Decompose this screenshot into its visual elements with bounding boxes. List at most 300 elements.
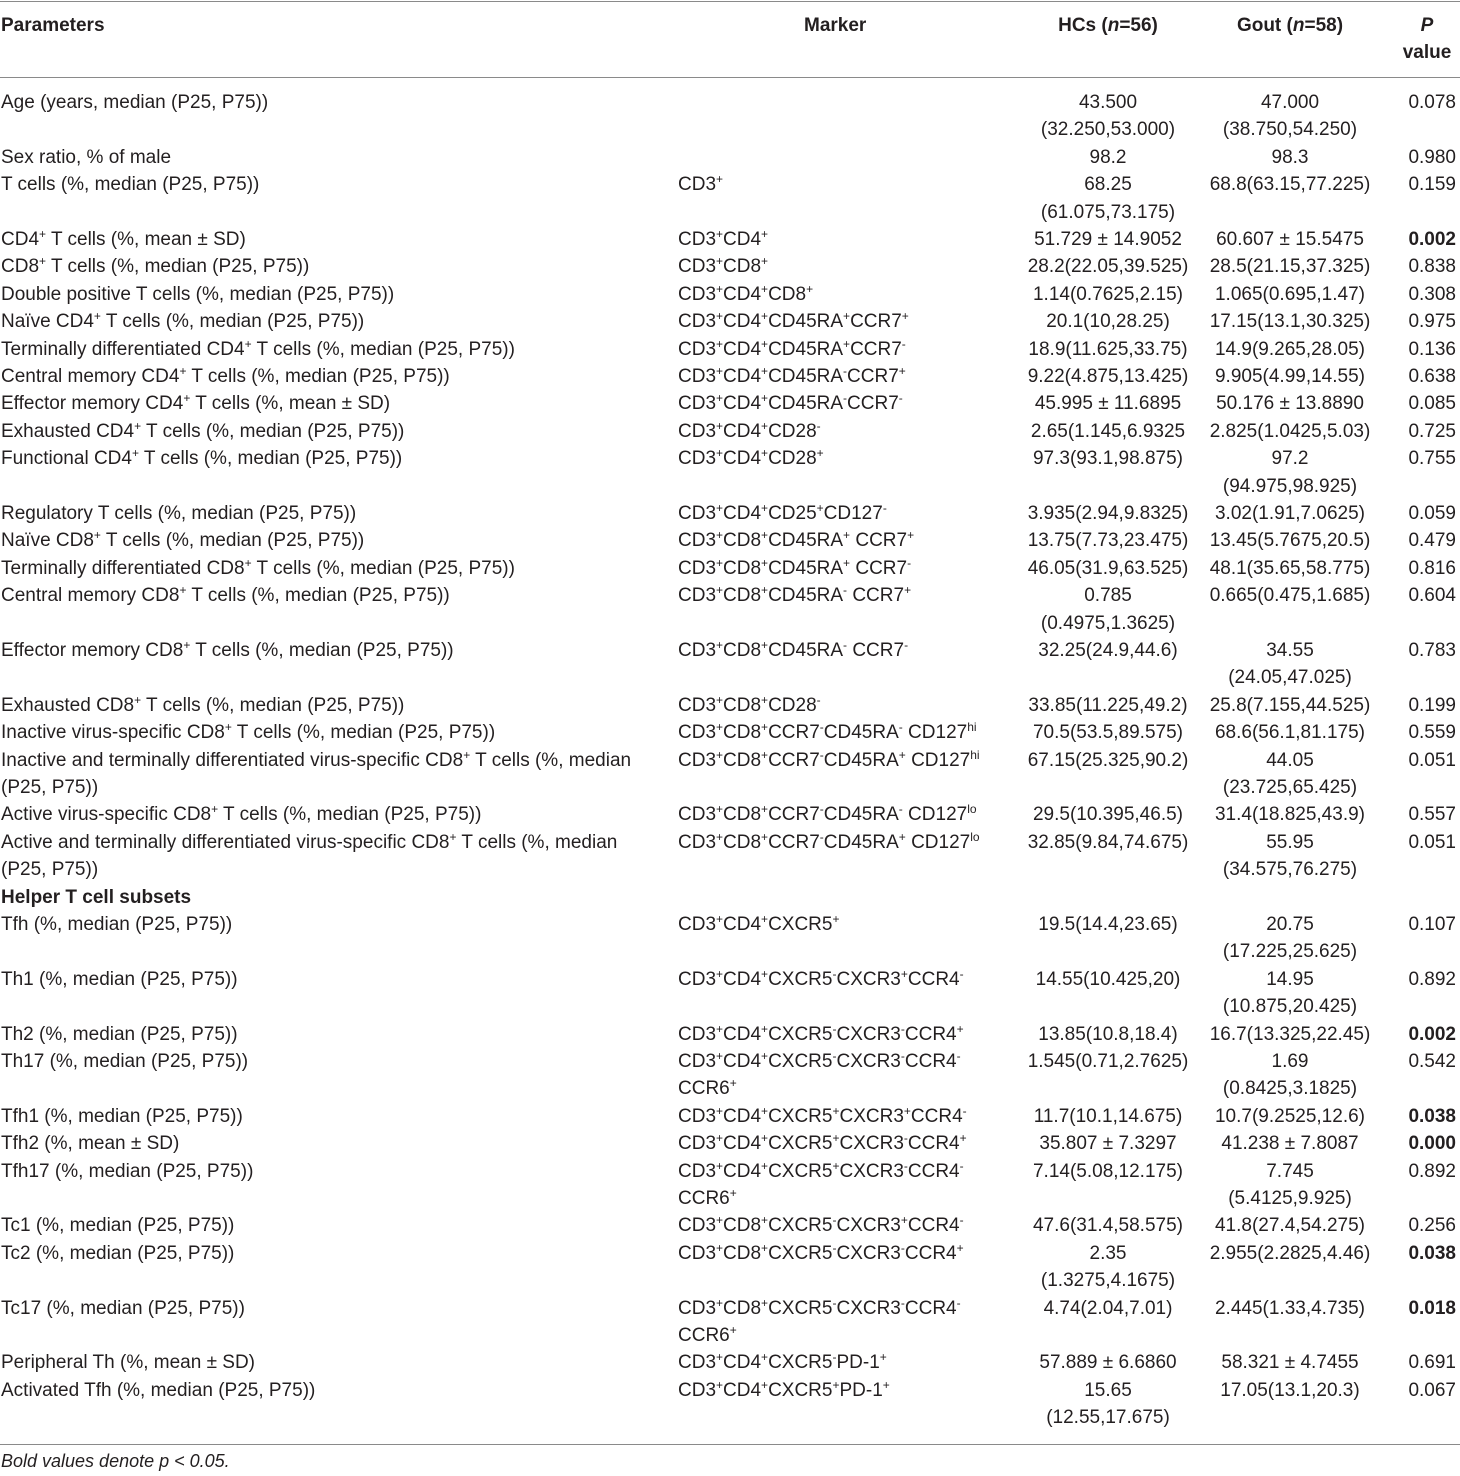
parameter-cell <box>1 500 661 527</box>
table-row <box>0 1240 1460 1295</box>
table-row <box>0 911 1460 966</box>
section-row <box>0 884 1460 911</box>
superscript: - <box>900 1240 905 1255</box>
text-segment: CD8 <box>723 557 762 579</box>
parameter-cell <box>1 1377 661 1404</box>
text-segment: CD127 <box>823 503 883 524</box>
table-row <box>0 1212 1460 1239</box>
hcs-cell <box>1020 253 1196 280</box>
text-segment: Central memory CD8 <box>1 585 180 607</box>
superscript: + <box>761 747 769 762</box>
superscript: + <box>716 1213 724 1228</box>
hcs-cell <box>1020 1240 1196 1295</box>
text-segment: CD8 <box>1 256 40 278</box>
cell-line: 46.05(31.9,63.525) <box>1027 557 1189 579</box>
superscript: + <box>716 829 724 844</box>
superscript: + <box>761 227 769 241</box>
marker-cell <box>678 555 1018 582</box>
text-segment: CD3 <box>678 229 717 250</box>
text-segment: CD3 <box>678 1133 717 1155</box>
superscript: + <box>131 446 139 461</box>
parameter-cell <box>1 390 661 417</box>
parameter-cell <box>1 226 661 253</box>
table-row <box>0 555 1460 582</box>
superscript: - <box>898 720 903 735</box>
cell-line: 33.85(11.225,49.2) <box>1028 694 1188 716</box>
cell-line: 9.905(4.99,14.55) <box>1214 366 1365 387</box>
marker-cell <box>678 801 1018 828</box>
superscript: + <box>900 966 908 981</box>
cell-line: 45.995 ± 11.6895 <box>1034 393 1182 415</box>
superscript: + <box>463 747 471 762</box>
text-segment: Naïve CD8 <box>1 530 94 552</box>
superscript: + <box>716 1131 724 1146</box>
cell-line: 98.2 <box>1089 146 1127 168</box>
gout-cell <box>1198 89 1382 144</box>
parameter-cell <box>1 801 661 828</box>
p-value-cell: 0.018 <box>1408 1297 1456 1319</box>
hcs-cell <box>1020 226 1196 253</box>
text-segment: CXCR5 <box>768 1160 833 1182</box>
text-segment: CD3 <box>678 1215 717 1237</box>
text-segment: CD45RA <box>823 831 899 853</box>
text-segment: CD3 <box>678 311 717 333</box>
text-segment: CD45RA <box>768 338 844 360</box>
superscript: + <box>179 583 187 598</box>
table-row <box>0 1295 1460 1350</box>
cell-line: 55.95 <box>1266 831 1314 853</box>
table-row <box>0 418 1460 445</box>
cell-line: (34.575,76.275) <box>1222 859 1358 881</box>
parameter-cell <box>1 582 661 609</box>
p-value-cell: 0.755 <box>1408 448 1456 470</box>
marker-cell <box>678 171 1018 198</box>
cell-line: 32.25(24.9,44.6) <box>1038 640 1178 661</box>
text-segment: CCR4 <box>904 1242 957 1264</box>
gout-cell <box>1198 829 1382 884</box>
text-segment: Inactive and terminally differentiated virus-specific CD8 <box>1 749 464 771</box>
cell-line: 0.665(0.475,1.685) <box>1209 585 1371 607</box>
superscript: - <box>816 418 821 433</box>
text-segment: T cells (%, median (P25, P75)) <box>186 585 450 607</box>
marker-cell <box>678 1103 1018 1130</box>
parameter-cell <box>1 637 661 664</box>
text-segment: CCR4 <box>904 1023 957 1045</box>
superscript: - <box>832 1240 837 1255</box>
cell-line: 2.825(1.0425,5.03) <box>1209 420 1371 442</box>
superscript: + <box>832 912 840 926</box>
text-segment: CD3 <box>678 557 717 579</box>
superscript: + <box>449 829 457 844</box>
hcs-cell <box>1020 418 1196 445</box>
superscript: + <box>761 912 769 926</box>
text-segment: CCR7 <box>850 338 902 360</box>
cell-line: 97.3(93.1,98.875) <box>1032 448 1183 470</box>
superscript: - <box>901 336 906 351</box>
text-segment: CD3 <box>678 503 717 524</box>
cell-line: (23.725,65.425) <box>1222 777 1358 798</box>
text-segment: CXCR5 <box>768 1133 833 1155</box>
superscript: + <box>716 692 724 707</box>
gout-cell <box>1198 171 1382 198</box>
superscript: + <box>716 583 724 598</box>
text-segment: CD3 <box>678 1160 717 1182</box>
p-value-cell: 0.783 <box>1408 640 1456 661</box>
text-segment: CD8 <box>723 256 762 278</box>
table-row <box>0 1377 1460 1432</box>
cell-line: 97.2 <box>1271 448 1309 470</box>
text-segment: CCR4 <box>907 1133 960 1155</box>
superscript: + <box>716 1350 724 1365</box>
cell-line: (94.975,98.925) <box>1222 475 1358 497</box>
superscript: + <box>761 555 769 570</box>
text-segment: CD3 <box>678 749 717 771</box>
text-segment: CD3 <box>678 283 717 305</box>
text-segment: CXCR5 <box>768 1105 833 1127</box>
cell-line: 68.6(56.1,81.175) <box>1214 722 1365 744</box>
text-segment: CCR7 <box>847 366 899 387</box>
text-segment: CD3 <box>678 1297 717 1319</box>
table-row <box>0 281 1460 308</box>
text-segment: Age (years, median (P25, P75)) <box>1 92 269 113</box>
text-segment: CD4 <box>723 366 762 387</box>
cell-line: 17.15(13.1,30.325) <box>1209 311 1371 333</box>
parameter-cell <box>1 1295 661 1322</box>
text-segment: CD4 <box>723 503 762 524</box>
marker-cell <box>678 1240 1018 1267</box>
marker-cell <box>678 226 1018 253</box>
text-segment: CCR4 <box>910 1105 963 1127</box>
superscript: - <box>832 1350 837 1365</box>
p-value-cell: 0.691 <box>1408 1352 1456 1374</box>
cell-line: 2.35 <box>1089 1242 1127 1264</box>
parameter-cell <box>1 1103 661 1130</box>
text-segment: CD3 <box>678 338 717 360</box>
hcs-cell <box>1020 527 1196 554</box>
p-value-cell: 0.159 <box>1408 174 1456 196</box>
p-value-cell: 0.000 <box>1408 1133 1456 1155</box>
cell-line: 28.5(21.15,37.325) <box>1209 256 1371 278</box>
superscript: + <box>716 172 724 187</box>
text-segment: CD45RA <box>823 722 899 744</box>
text-segment: T cells (%, median (P25, P75)) <box>141 420 405 442</box>
marker-cell <box>678 692 1018 719</box>
text-segment: CD28 <box>768 694 817 716</box>
superscript: + <box>716 1377 724 1392</box>
text-segment: CD4 <box>723 968 762 990</box>
text-segment: CXCR5 <box>768 914 833 935</box>
parameter-cell <box>1 692 661 719</box>
text-segment: CD3 <box>678 831 717 853</box>
text-segment: Tfh2 (%, mean ± SD) <box>1 1133 180 1155</box>
parameter-cell <box>1 1158 661 1185</box>
parameter-cell <box>1 308 661 335</box>
table-row <box>0 336 1460 363</box>
gout-cell <box>1198 1349 1382 1376</box>
table-row <box>0 801 1460 828</box>
table-row <box>0 89 1460 144</box>
superscript: + <box>843 528 851 543</box>
parameter-cell <box>1 829 661 884</box>
superscript: + <box>761 692 769 707</box>
superscript: - <box>956 1295 961 1310</box>
cell-line: 68.8(63.15,77.225) <box>1209 174 1371 196</box>
text-segment: CD4 <box>723 338 762 360</box>
superscript: + <box>716 912 724 926</box>
text-segment: CD45RA <box>768 311 844 333</box>
table-row <box>0 747 1460 802</box>
text-segment: CD127 <box>905 749 971 771</box>
text-segment: T cells (%, median (P25, P75)) <box>100 530 365 552</box>
gout-cell <box>1198 1103 1382 1130</box>
hcs-cell <box>1020 1021 1196 1048</box>
superscript: + <box>716 638 724 652</box>
superscript: + <box>898 747 906 762</box>
cell-line: 3.02(1.91,7.0625) <box>1214 503 1365 524</box>
text-segment: CD4 <box>723 229 762 250</box>
text-segment: CCR7 <box>850 530 908 552</box>
cell-line: 2.955(2.2825,4.46) <box>1209 1242 1371 1264</box>
gout-cell <box>1198 1377 1382 1404</box>
gout-cell <box>1198 1295 1382 1322</box>
hcs-cell <box>1020 445 1196 472</box>
text-segment: Double positive T cells (%, median (P25, P75)) <box>1 283 395 305</box>
text-segment: T cells (%, median (P25, P75)) <box>231 722 496 744</box>
marker-cell <box>678 966 1018 993</box>
gout-cell <box>1198 226 1382 253</box>
gout-cell <box>1198 719 1382 746</box>
text-segment: CCR4 <box>904 1051 957 1072</box>
text-segment: CD8 <box>723 585 762 607</box>
text-segment: CD45RA <box>768 530 844 552</box>
superscript: + <box>716 1240 724 1255</box>
text-segment: T cells (%, median (P25, P75)) <box>251 338 515 360</box>
table-row <box>0 1048 1460 1103</box>
text-segment: CXCR5 <box>768 1051 833 1072</box>
text-segment: Terminally differentiated CD8 <box>1 557 245 579</box>
cell-line: (17.225,25.625) <box>1222 941 1358 963</box>
gout-cell <box>1198 527 1382 554</box>
p-value-cell: 0.892 <box>1408 968 1456 990</box>
cell-line: 29.5(10.395,46.5) <box>1032 804 1183 826</box>
gout-cell <box>1198 692 1382 719</box>
table-row <box>0 171 1460 226</box>
superscript: + <box>716 254 724 269</box>
parameter-cell <box>1 1349 661 1376</box>
parameter-cell <box>1 418 661 445</box>
text-segment: CD4 <box>723 311 762 333</box>
table-row <box>0 500 1460 527</box>
text-segment: CCR4 <box>907 968 960 990</box>
hcs-cell <box>1020 1048 1196 1075</box>
superscript: + <box>716 528 724 543</box>
text-segment: CD3 <box>678 1051 717 1072</box>
text-segment: Tfh (%, median (P25, P75)) <box>1 914 233 935</box>
parameter-cell <box>1 555 661 582</box>
header-parameters: Parameters <box>1 15 105 36</box>
hcs-cell <box>1020 1295 1196 1322</box>
gout-cell <box>1198 418 1382 445</box>
table-row <box>0 1158 1460 1213</box>
table-row <box>0 390 1460 417</box>
cell-line: 13.45(5.7675,20.5) <box>1209 530 1371 552</box>
gout-cell <box>1198 1158 1382 1213</box>
superscript: - <box>900 1049 905 1063</box>
text-segment: CD4 <box>723 1379 762 1401</box>
superscript: + <box>729 1323 737 1337</box>
marker-cell <box>678 1295 1018 1350</box>
superscript: + <box>716 802 724 817</box>
text-segment: CD3 <box>678 640 717 661</box>
text-segment: CD3 <box>678 722 717 744</box>
table-row <box>0 582 1460 637</box>
p-value-cell: 0.604 <box>1408 585 1456 607</box>
parameter-cell <box>1 281 661 308</box>
text-segment: CD45RA <box>768 585 844 607</box>
superscript: - <box>819 747 824 762</box>
superscript: + <box>761 966 769 981</box>
parameter-cell <box>1 966 661 993</box>
text-segment: T cells (%, median (P25, P75)) <box>141 694 405 716</box>
parameter-cell <box>1 747 661 802</box>
text-segment: CCR4 <box>904 1297 957 1319</box>
p-value-cell: 0.256 <box>1408 1215 1456 1237</box>
text-segment: Th1 (%, median (P25, P75)) <box>1 968 238 990</box>
superscript: + <box>761 281 769 296</box>
superscript: + <box>211 802 219 817</box>
superscript: + <box>761 720 769 735</box>
cell-line: 7.14(5.08,12.175) <box>1032 1160 1183 1182</box>
cell-line: 2.445(1.33,4.735) <box>1214 1297 1365 1319</box>
text-segment: PD-1 <box>839 1379 883 1401</box>
cell-line: 50.176 ± 13.8890 <box>1216 393 1364 415</box>
text-segment: T cells (%, median (P25, P75)) <box>1 749 632 798</box>
cell-line: 2.65(1.145,6.9325 <box>1030 420 1186 442</box>
text-segment: CD127 <box>905 831 971 853</box>
parameter-cell <box>1 363 661 390</box>
p-value-cell: 0.038 <box>1408 1242 1456 1264</box>
marker-cell <box>678 1377 1018 1404</box>
gout-cell <box>1198 1240 1382 1267</box>
superscript: + <box>900 1213 908 1228</box>
p-value-cell: 0.638 <box>1408 366 1456 387</box>
text-segment: CD3 <box>678 174 717 196</box>
cell-line: 18.9(11.625,33.75) <box>1028 338 1188 360</box>
parameter-cell <box>1 144 661 171</box>
text-segment: Inactive virus-specific CD8 <box>1 722 225 744</box>
text-segment: CD4 <box>723 1160 762 1182</box>
marker-cell <box>678 336 1018 363</box>
cell-line: 16.7(13.325,22.45) <box>1209 1023 1371 1045</box>
table-row <box>0 527 1460 554</box>
cell-line: 41.238 ± 7.8087 <box>1221 1133 1359 1155</box>
text-segment: Tfh1 (%, median (P25, P75)) <box>1 1105 243 1127</box>
table-row <box>0 719 1460 746</box>
hcs-cell <box>1020 966 1196 993</box>
p-value-cell: 0.002 <box>1408 229 1456 250</box>
superscript: + <box>761 309 769 324</box>
text-segment: CD8 <box>723 530 762 552</box>
hcs-cell <box>1020 1212 1196 1239</box>
cell-line: (5.4125,9.925) <box>1228 1188 1352 1209</box>
marker-cell <box>678 911 1018 938</box>
superscript: + <box>761 1049 769 1063</box>
superscript: + <box>761 1213 769 1228</box>
marker-cell <box>678 1130 1018 1157</box>
superscript: + <box>832 1103 840 1118</box>
text-segment: Active virus-specific CD8 <box>1 804 212 826</box>
superscript: + <box>716 336 724 351</box>
p-value-cell: 0.816 <box>1408 557 1456 579</box>
table-row <box>0 144 1460 171</box>
superscript: + <box>843 336 851 351</box>
text-segment: CD8 <box>723 722 762 744</box>
cell-line: 35.807 ± 7.3297 <box>1039 1133 1177 1155</box>
cell-line: 4.74(2.04,7.01) <box>1043 1297 1173 1319</box>
marker-cell <box>678 363 1018 390</box>
text-segment: CD3 <box>678 420 717 442</box>
superscript: + <box>224 720 232 735</box>
superscript: + <box>761 638 769 652</box>
superscript: - <box>819 802 824 817</box>
superscript: + <box>134 418 142 433</box>
table-row <box>0 308 1460 335</box>
text-segment: CD8 <box>723 804 762 826</box>
text-segment: T cells (%, median (P25, P75)) <box>100 311 365 333</box>
cell-line: 98.3 <box>1271 146 1309 168</box>
gout-cell <box>1198 1048 1382 1103</box>
p-value-cell: 0.038 <box>1408 1105 1456 1127</box>
marker-cell <box>678 1158 1018 1213</box>
superscript: + <box>716 309 724 324</box>
text-segment: CD4 <box>723 393 762 415</box>
gout-cell <box>1198 911 1382 966</box>
superscript: + <box>761 583 769 598</box>
text-segment: Active and terminally differentiated virus-specific CD8 <box>1 831 450 853</box>
superscript: + <box>832 1377 840 1392</box>
text-segment: CD8 <box>723 640 762 661</box>
parameter-cell <box>1 719 661 746</box>
superscript: + <box>716 1103 724 1118</box>
superscript: - <box>907 555 912 570</box>
gout-cell <box>1198 144 1382 171</box>
text-segment: Effector memory CD4 <box>1 393 184 415</box>
text-segment: CD8 <box>723 1297 762 1319</box>
marker-cell <box>678 1212 1018 1239</box>
superscript: + <box>761 1021 769 1036</box>
p-value-cell: 0.479 <box>1408 530 1456 552</box>
marker-cell <box>678 253 1018 280</box>
text-segment: CCR6 <box>678 1078 730 1100</box>
superscript: + <box>816 446 824 461</box>
cell-line: (10.875,20.425) <box>1222 996 1358 1018</box>
top-rule <box>0 1 1460 2</box>
table-row <box>0 829 1460 884</box>
text-segment: CXCR3 <box>839 1160 904 1182</box>
text-segment: CXCR5 <box>768 1242 833 1264</box>
parameter-cell <box>1 1212 661 1239</box>
superscript: + <box>761 1350 769 1365</box>
text-segment: T cells (%, median (P25, P75)) <box>1 831 618 881</box>
superscript: hi <box>970 747 980 762</box>
cell-line: 20.1(10,28.25) <box>1046 311 1170 333</box>
text-segment: CD3 <box>678 804 717 826</box>
text-segment: PD-1 <box>836 1352 880 1374</box>
text-segment: CD127 <box>902 722 968 744</box>
marker-cell <box>678 747 1018 774</box>
hcs-cell <box>1020 829 1196 856</box>
text-segment: CD3 <box>678 968 717 990</box>
